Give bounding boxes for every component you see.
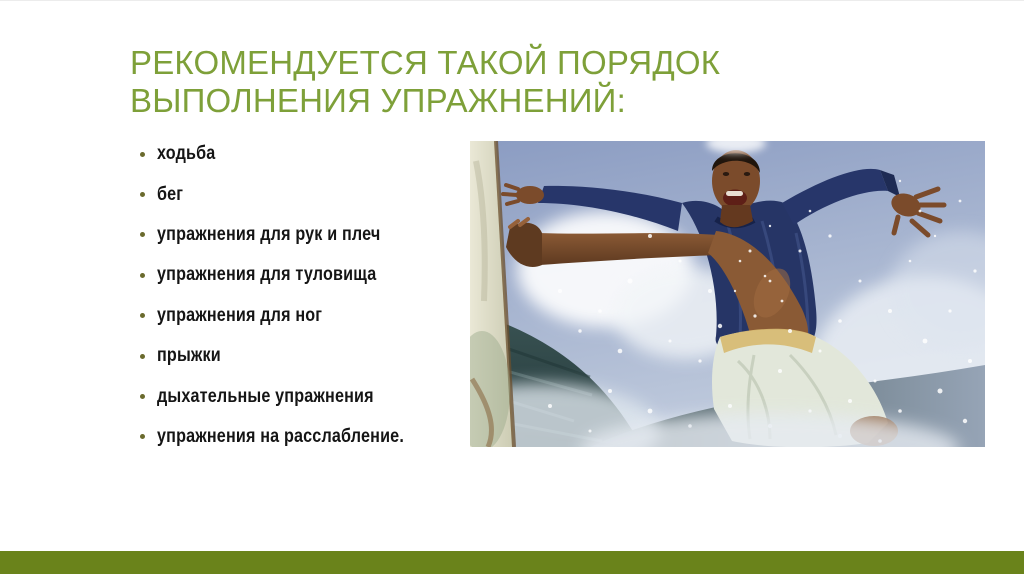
- slide-title: [130, 44, 750, 120]
- slide-title-line1: РЕКОМЕНДУЕТСЯ ТАКОЙ ПОРЯДОК: [130, 44, 721, 81]
- list-item: [130, 255, 460, 295]
- list-item: [130, 215, 460, 255]
- list-item: [130, 296, 460, 336]
- bullet-icon: [140, 394, 145, 399]
- slide-title-line2: ВЫПОЛНЕНИЯ УПРАЖНЕНИЙ:: [130, 82, 626, 119]
- bullet-icon: [140, 192, 145, 197]
- surfer-photo-illustration: [470, 141, 985, 447]
- list-item-label: прыжки: [157, 345, 221, 367]
- list-item-label: упражнения на расслабление.: [157, 425, 404, 447]
- list-item-label: бег: [157, 183, 184, 205]
- bullet-icon: [140, 152, 145, 157]
- bullet-icon: [140, 273, 145, 278]
- bullet-icon: [140, 354, 145, 359]
- exercise-list: [130, 134, 460, 457]
- list-item: [130, 376, 460, 416]
- list-item: [130, 336, 460, 376]
- surfer-photo: [470, 141, 985, 447]
- bullet-icon: [140, 313, 145, 318]
- list-item-label: дыхательные упражнения: [157, 385, 374, 407]
- footer-bar: [0, 551, 1024, 574]
- list-item: [130, 417, 460, 457]
- list-item-label: упражнения для туловища: [157, 264, 377, 286]
- list-item: [130, 174, 460, 214]
- list-item-label: упражнения для ног: [157, 304, 323, 326]
- bullet-icon: [140, 434, 145, 439]
- list-item-label: упражнения для рук и плеч: [157, 223, 381, 245]
- top-hairline: [0, 0, 1024, 1]
- list-item-label: ходьба: [157, 143, 216, 165]
- list-item: [130, 134, 460, 174]
- bullet-icon: [140, 232, 145, 237]
